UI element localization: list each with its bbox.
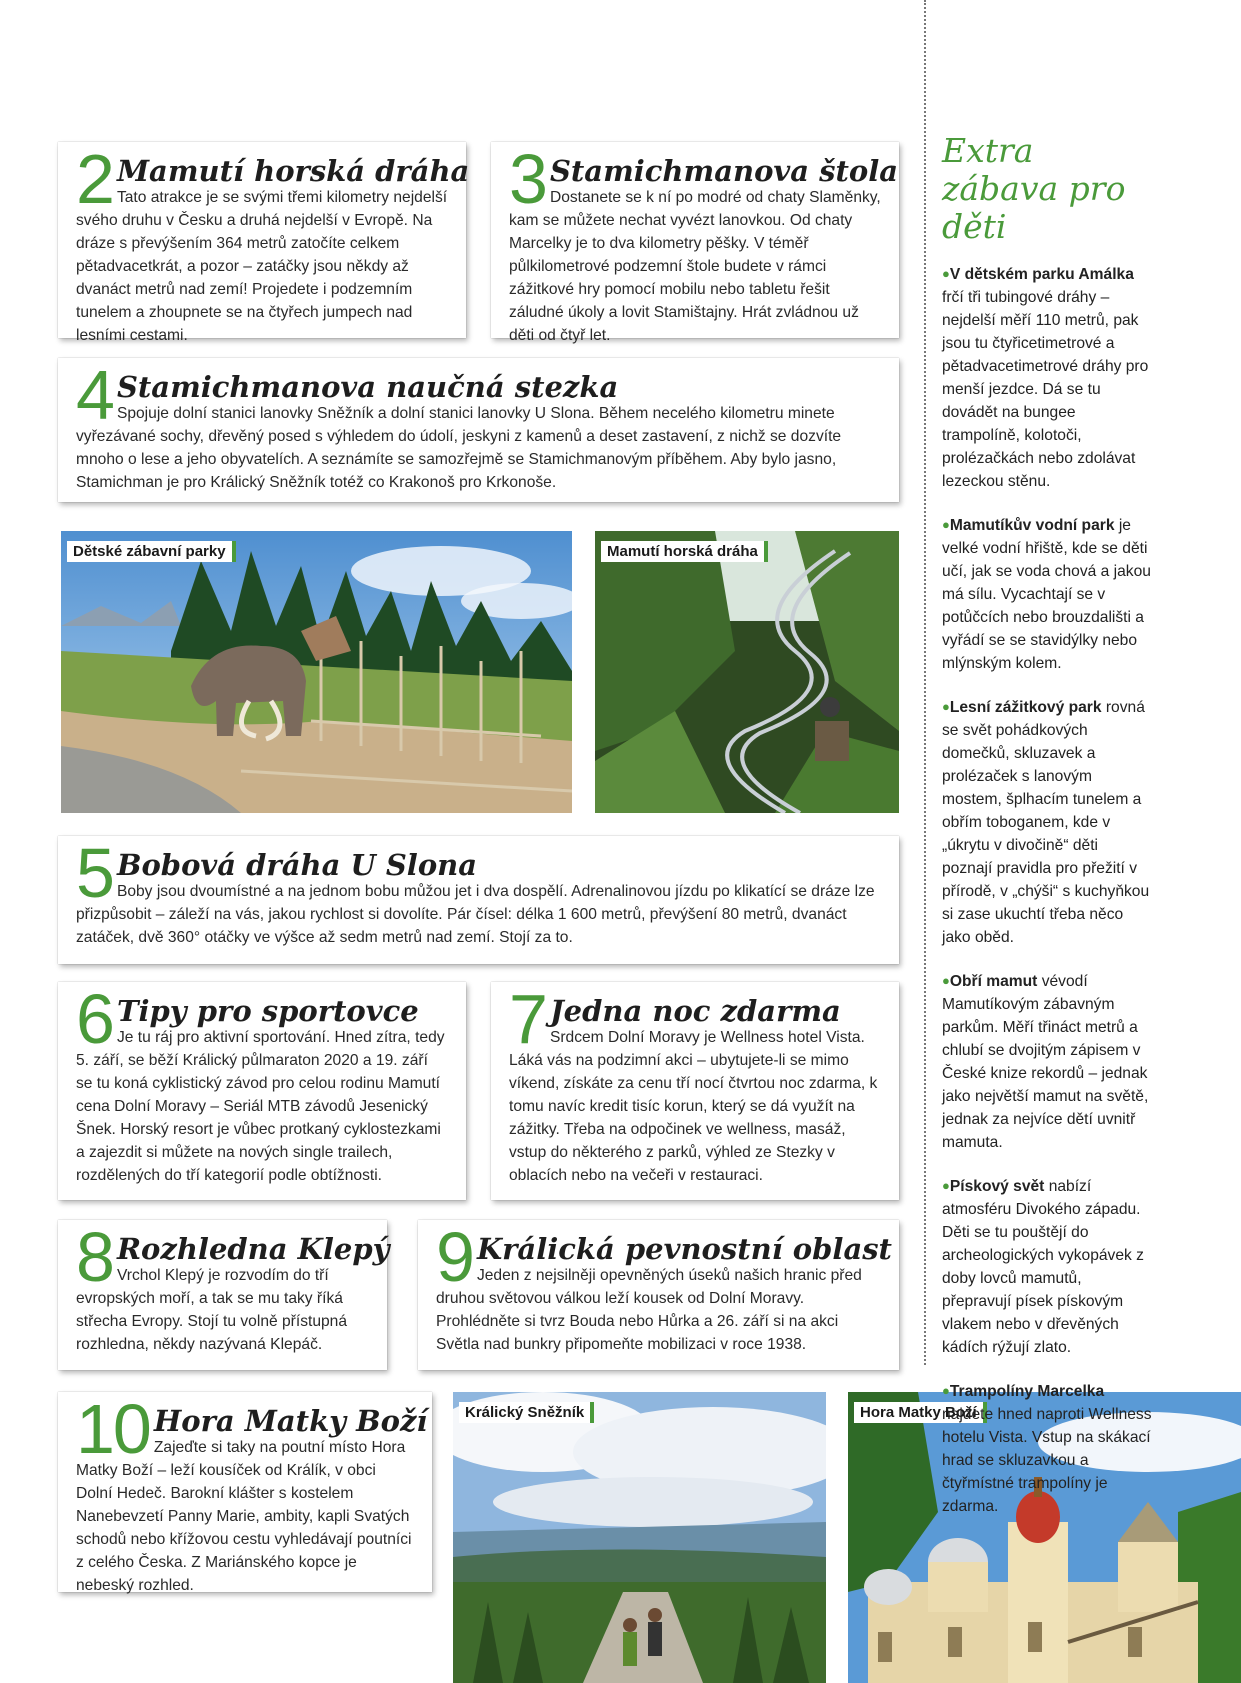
item-lead: Lesní zážitkový park xyxy=(949,699,1102,716)
item-number: 9 xyxy=(436,1218,473,1296)
item-number: 2 xyxy=(76,140,113,218)
item-text: nabízí atmosféru Divokého západu. Děti se tu pouštějí do archeologických vykopávek z doby lovců mamutů, přepravují písek pískovým vlakem nebo v dřevěných kádích rýžují zlato. xyxy=(942,1178,1144,1356)
card-text: Boby jsou dvoumístné a na jednom bobu můžou jet i dva dospělí. Adrenalinovou jízdu po klikatící se dráze lze přizpůsobit – záleží na vás, jakou rychlost si dovolíte. Pár čísel: délka 1 600 metrů, převýšení 80 metrů, dvanáct zatáček, dvě 360° otáčky ve výšce až sedm metrů nad zemí. Stojí za to. xyxy=(76,883,875,946)
sidebar-item xyxy=(942,513,1152,675)
photo-mamuti-draha xyxy=(595,531,899,813)
item-lead: V dětském parku Amálka xyxy=(949,266,1134,283)
item-text: rovná se svět pohádkových domečků, skluzavek a prolézaček s lanovým mostem, šplhacím tunelem a obřím toboganem, kde v „úkrytu v divočině“ děti poznají pravidla pro přežití v přírodě, v „chýši“ s kuchyňkou si zase ukuchtí třeba něco jako oběd. xyxy=(942,699,1150,946)
card-title: Mamutí horská dráha xyxy=(116,154,470,188)
item-number: 10 xyxy=(76,1390,150,1468)
sidebar-extra-zabava xyxy=(942,132,1152,1538)
card-mamuti-horska-draha xyxy=(58,140,470,344)
photo-detske-parky xyxy=(61,531,572,813)
card-tipy-sportovce xyxy=(58,982,466,1200)
card-pevnostni-oblast xyxy=(418,1220,899,1370)
column-divider xyxy=(924,0,926,1365)
card-jedna-noc-zdarma xyxy=(491,982,899,1200)
card-title: Hora Matky Boží xyxy=(153,1404,428,1438)
item-number: 3 xyxy=(509,140,546,218)
item-number: 5 xyxy=(76,834,113,912)
item-number: 4 xyxy=(76,356,113,434)
item-lead: Mamutíkův vodní park xyxy=(949,517,1115,534)
card-text: Srdcem Dolní Moravy je Wellness hotel Vista. Láká vás na podzimní akci – ubytujete-li se mimo víkend, získáte za cenu tří nocí čtvrtou noc zdarma, k tomu navíc kredit tisíc korun, který se dá využít na zážitky. Třeba na odpočinek ve wellness, masáž, vstup do některého z parků, výhled ze Stezky v oblacích nebo na večeři v restauraci. xyxy=(509,1029,878,1184)
photo-image xyxy=(595,531,899,813)
item-lead: Pískový svět xyxy=(949,1178,1045,1195)
sidebar-item xyxy=(942,1379,1152,1518)
bullet-icon: ● xyxy=(942,266,950,281)
card-text: Zajeďte si taky na poutní místo Hora Matky Boží – leží kousíček od Králík, v obci Dolní Hedeč. Barokní klášter s kostelem Nanebevzetí Panny Marie, ambity, kapli Svatých schodů nebo křížovou cestu vyhledávají poutníci z celého Česka. Z Mariánského kopce je nebeský rozhled. xyxy=(76,1439,412,1594)
sidebar-title: Extra zábava pro děti xyxy=(942,131,1126,246)
bullet-icon: ● xyxy=(942,699,950,714)
card-rozhledna-klepy xyxy=(58,1218,390,1370)
photo-caption: Králický Sněžník xyxy=(459,1402,594,1423)
card-title: Bobová dráha U Slona xyxy=(116,848,478,882)
card-title: Jedna noc zdarma xyxy=(549,994,841,1028)
card-naucna-stezka xyxy=(58,358,899,502)
card-text: Tato atrakce je se svými třemi kilometry nejdelší svého druhu v Česku a druhá nejdelší v Evropě. Na dráze s převýšením 364 metrů zatočíte celkem pětadvacetkrát, a pozor – zatáčky jsou někdy až dvanáct metrů nad zemí! Projedete i podzemním tunelem a zhoupnete se na čtyřech jumpech nad lesními cestami. xyxy=(76,189,448,344)
card-title: Tipy pro sportovce xyxy=(116,994,419,1028)
item-text: je velké vodní hřiště, kde se děti učí, jak se voda chová a jakou má sílu. Vycachtají se v potůčcích nebo brouzdališti a vyřádí se se stavidýlky nebo mlýnským kolem. xyxy=(942,517,1151,672)
photo-caption: Mamutí horská dráha xyxy=(601,541,768,562)
card-hora-matky-bozi xyxy=(58,1392,432,1592)
photo-caption: Hora Matky Boží xyxy=(854,1402,987,1423)
bullet-icon: ● xyxy=(942,1178,950,1193)
card-bobova-draha xyxy=(58,836,899,964)
card-stamichmanova-stola xyxy=(491,140,899,344)
sidebar-item xyxy=(942,1174,1152,1359)
photo-caption: Dětské zábavní parky xyxy=(67,541,236,562)
card-text: Vrchol Klepý je rozvodím do tří evropských moří, a tak se mu taky říká střecha Evropy. Stojí tu volně přístupná rozhledna, někdy nazývaná Klepáč. xyxy=(76,1267,348,1353)
photo-image xyxy=(61,531,572,813)
item-number: 7 xyxy=(509,980,546,1058)
bullet-icon: ● xyxy=(942,517,950,532)
card-text: Jeden z nejsilněji opevněných úseků našich hranic před druhou světovou válkou leží kousek od Dolní Moravy. Prohlédněte si tvrz Bouda nebo Hůrka a 26. září si na akci Světla nad bunkry připomeňte mobilizaci v roce 1938. xyxy=(436,1267,862,1353)
photo-kralicky-sneznik xyxy=(453,1392,826,1683)
card-title: Stamichmanova štola xyxy=(549,154,899,188)
sidebar-item xyxy=(942,262,1152,493)
item-text: frčí tři tubingové dráhy – nejdelší měří 110 metrů, pak jsou tu čtyřicetimetrové a pětadvacetimetrové dráhy pro menší jezdce. Dá se tu dovádět na bungee trampolíně, kolotoči, prolézačkách nebo zdolávat lezeckou stěnu. xyxy=(942,289,1149,490)
item-lead: Trampolíny Marcelka xyxy=(949,1383,1105,1400)
card-text: Dostanete se k ní po modré od chaty Slaměnky, kam se můžete nechat vyvézt lanovkou. Od chaty Marcelky je to dva kilometry pěšky. V téměř půlkilometrové podzemní štole budete v rámci zážitkové hry pomocí mobilu nebo tabletu řešit záludné úkoly a lovit Stamištajny. Hrát zvládnou už děti od čtyř let. xyxy=(509,189,881,344)
bullet-icon: ● xyxy=(942,973,950,988)
sidebar-item xyxy=(942,695,1152,949)
photo-image xyxy=(453,1392,826,1683)
card-title: Rozhledna Klepý xyxy=(116,1232,390,1266)
card-text: Je tu ráj pro aktivní sportování. Hned zítra, tedy 5. září, se běží Králický půlmaraton 2020 a 19. září se tu koná cyklistický závod pro celou rodinu Mamutí cena Dolní Moravy – Seriál MTB závodů Jesenický Šnek. Horský resort je vůbec protkaný cyklostezkami a zajezdit si můžete na nových single trailech, rozdělených do tří kategorií podle obtížnosti. xyxy=(76,1029,445,1184)
card-text: Spojuje dolní stanici lanovky Sněžník a dolní stanici lanovky U Slona. Během necelého kilometru minete vyřezávané sochy, dřevěný posed s výhledem do údolí, jeskyni z kamenů a deset zastavení, z nichž se dozvíte mnoho o lese a jeho obyvatelích. A seznámíte se samozřejmě se Stamichmanovým příběhem. Aby bylo jasno, Stamichman je pro Králický Sněžník totéž co Krakonoš pro Krkonoše. xyxy=(76,405,842,491)
card-title: Stamichmanova naučná stezka xyxy=(116,370,619,404)
bullet-icon: ● xyxy=(942,1383,950,1398)
item-lead: Obří mamut xyxy=(949,973,1038,990)
item-text: vévodí Mamutíkovým zábavným parkům. Měří třináct metrů a chlubí se dvojitým zápisem v České knize rekordů – jednak jako největší mamut na světě, jednak za nejvíce dětí uvnitř mamuta. xyxy=(942,973,1149,1151)
item-number: 6 xyxy=(76,980,113,1058)
card-title: Králická pevnostní oblast xyxy=(476,1232,892,1266)
item-number: 8 xyxy=(76,1218,113,1296)
item-text: najdete hned naproti Wellness hotelu Vista. Vstup na skákací hrad se skluzavkou a čtyřmístné trampolíny je zdarma. xyxy=(942,1406,1152,1515)
sidebar-item xyxy=(942,969,1152,1154)
